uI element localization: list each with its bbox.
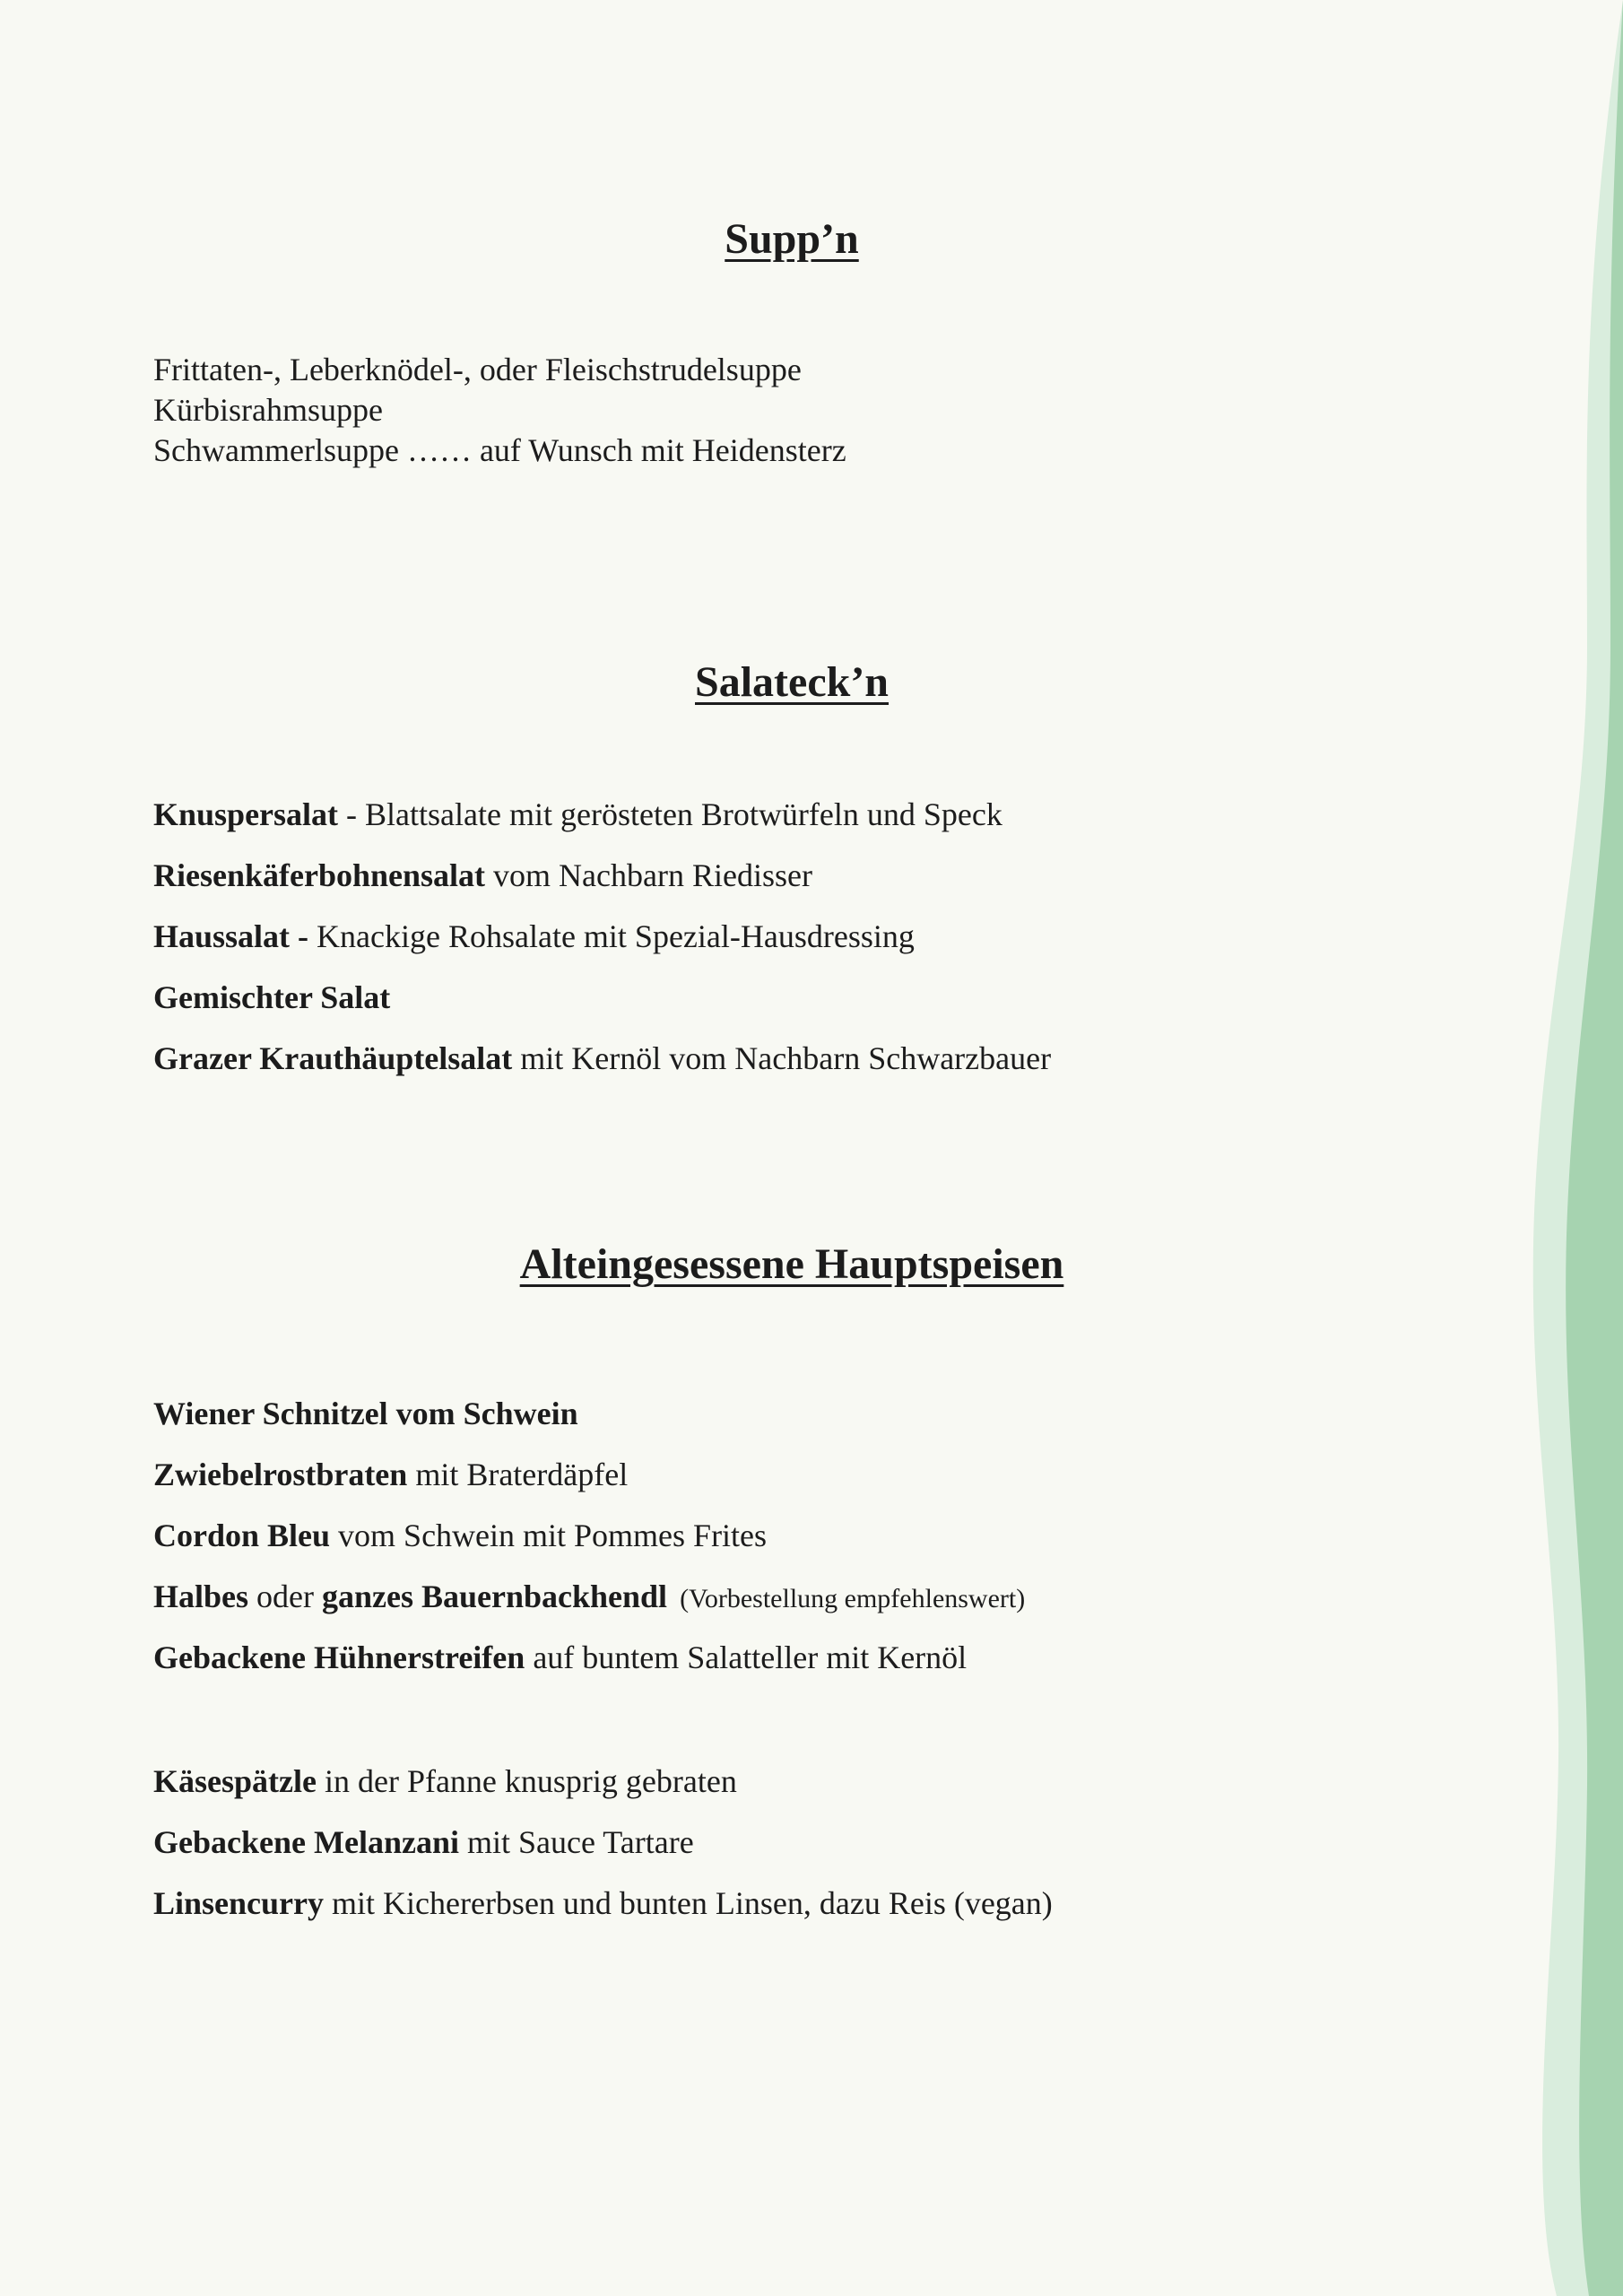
list-item — [153, 1516, 1025, 1577]
list-item — [153, 917, 1051, 978]
list-item: Schwammerlsuppe …… auf Wunsch mit Heidensterz — [153, 432, 846, 468]
list-item — [153, 1394, 1025, 1455]
dish-description: vom Nachbarn Riedisser — [485, 857, 812, 893]
dish-name: Gemischter Salat — [153, 979, 391, 1015]
list-item — [153, 1822, 1053, 1883]
dish-description: mit Braterdäpfel — [407, 1457, 629, 1492]
salads-heading: Salateck’n — [695, 658, 889, 706]
dish-name: Gebackene Hühnerstreifen — [153, 1639, 525, 1675]
list-item — [153, 1455, 1025, 1516]
dish-description: mit Kichererbsen und bunten Linsen, dazu Reis (vegan) — [324, 1885, 1053, 1921]
dish-description: - Blattsalate mit gerösteten Brotwürfeln und Speck — [338, 796, 1002, 832]
list-item: Frittaten-, Leberknödel-, oder Fleischstrudelsuppe — [153, 352, 802, 387]
list-item — [153, 1577, 1025, 1638]
dish-description: mit Kernöl vom Nachbarn Schwarzbauer — [512, 1040, 1052, 1076]
dish-description: oder — [248, 1578, 322, 1614]
list-item — [153, 1039, 1051, 1100]
list-item — [153, 856, 1051, 917]
dish-description: vom Schwein mit Pommes Frites — [330, 1518, 768, 1553]
list-item — [153, 1638, 1025, 1699]
list-item — [153, 1883, 1053, 1944]
dish-name: Gebackene Melanzani — [153, 1824, 459, 1860]
list-item — [153, 978, 1051, 1039]
soups-heading: Supp’n — [725, 215, 859, 263]
dish-description: in der Pfanne knusprig gebraten — [316, 1763, 737, 1799]
dish-name-second: ganzes Bauernbackhendl — [321, 1578, 668, 1614]
dish-name: Zwiebelrostbraten — [153, 1457, 408, 1492]
list-item — [153, 1761, 1053, 1822]
mains-list — [153, 1394, 1025, 1699]
salad-list — [153, 795, 1051, 1100]
dish-description: mit Sauce Tartare — [458, 1824, 694, 1860]
dish-description: Knackige Rohsalate mit Spezial-Hausdressing — [308, 918, 915, 954]
dish-description: auf buntem Salatteller mit Kernöl — [525, 1639, 968, 1675]
dish-name: Haussalat - — [153, 918, 309, 954]
dish-name: Wiener Schnitzel vom Schwein — [153, 1396, 578, 1431]
dish-name: Käsespätzle — [153, 1763, 317, 1799]
dish-name: Cordon Bleu — [153, 1518, 331, 1553]
soup-list — [153, 350, 846, 471]
list-item: Kürbisrahmsuppe — [153, 392, 383, 428]
specials-list — [153, 1761, 1053, 1944]
dish-name: Knuspersalat — [153, 796, 339, 832]
dish-name: Grazer Krauthäuptelsalat — [153, 1040, 513, 1076]
dish-name: Linsencurry — [153, 1885, 325, 1921]
dish-note: (Vorbestellung empfehlenswert) — [680, 1584, 1026, 1613]
dish-name: Riesenkäferbohnensalat — [153, 857, 486, 893]
list-item — [153, 795, 1051, 856]
mains-heading: Alteingesessene Hauptspeisen — [519, 1240, 1064, 1288]
dish-name: Halbes — [153, 1578, 249, 1614]
